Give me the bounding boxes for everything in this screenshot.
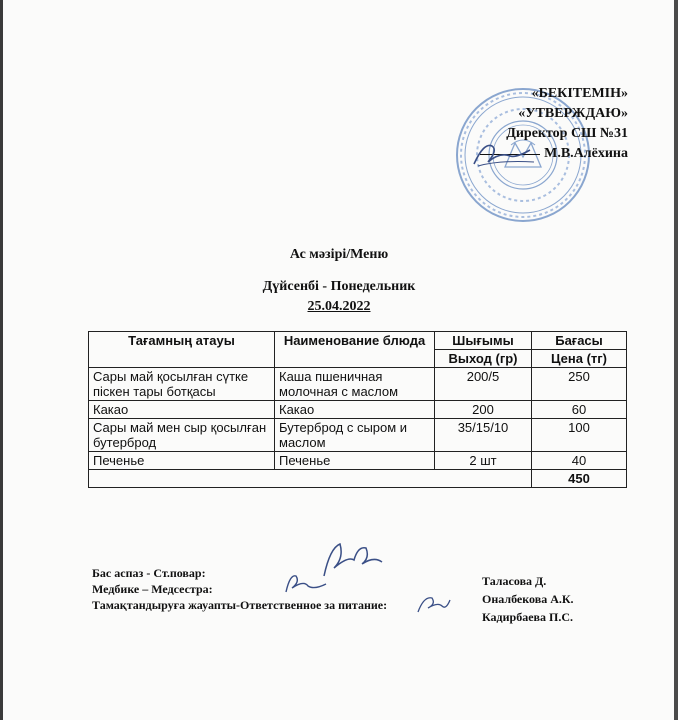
menu-date: 25.04.2022 (307, 299, 371, 314)
scan-edge-right (674, 0, 678, 720)
table-row (89, 419, 627, 452)
dish-name-kz: Сары май қосылған сүтке піскен тары ботқасы (89, 368, 275, 401)
total-price: 450 (532, 470, 627, 488)
cook-label: Бас аспаз - Ст.повар: (92, 566, 206, 580)
signature-names (482, 572, 574, 626)
cook-name: Таласова Д. (482, 574, 547, 588)
table-header-row (89, 332, 627, 350)
header-name-kz: Тағамның атауы (89, 332, 275, 368)
header-yield-kz: Шығымы (435, 332, 532, 350)
table-row (89, 452, 627, 470)
approval-signer: М.В.Алёхина (544, 146, 628, 161)
dish-name-ru: Какао (275, 401, 435, 419)
responsible-label: Тамақтандыруға жауапты-Ответственное за питание: (92, 598, 388, 612)
dish-name-ru: Каша пшеничная молочная с маслом (275, 368, 435, 401)
scan-edge-left (0, 0, 3, 720)
menu-day: Дүйсенбі - Понедельник (262, 279, 416, 294)
menu-title: Ас мәзірі/Меню (289, 247, 389, 262)
header-name-ru: Наименование блюда (275, 332, 435, 368)
responsible-signature (414, 592, 454, 618)
dish-name-kz: Какао (89, 401, 275, 419)
dish-name-kz: Печенье (89, 452, 275, 470)
director-signature (470, 136, 540, 172)
approval-line-kz: «БЕКІТЕМІН» (531, 86, 628, 101)
responsible-name: Кадирбаева П.С. (482, 610, 574, 624)
nurse-signature (282, 568, 332, 598)
dish-name-kz: Сары май мен сыр қосылған бутерброд (89, 419, 275, 452)
dish-name-ru: Печенье (275, 452, 435, 470)
nurse-label: Медбике – Медсестра: (92, 582, 213, 596)
table-row (89, 401, 627, 419)
dish-yield: 200 (435, 401, 532, 419)
dish-price: 40 (532, 452, 627, 470)
approval-position: Директор СШ №31 (506, 126, 628, 141)
dish-yield: 35/15/10 (435, 419, 532, 452)
total-spacer (89, 470, 532, 488)
header-price-kz: Бағасы (532, 332, 627, 350)
approval-line-ru: «УТВЕРЖДАЮ» (518, 106, 628, 121)
header-price-ru: Цена (тг) (532, 350, 627, 368)
dish-price: 250 (532, 368, 627, 401)
menu-table (88, 331, 627, 488)
nurse-name: Оналбекова А.К. (482, 592, 574, 606)
dish-yield: 200/5 (435, 368, 532, 401)
dish-name-ru: Бутерброд с сыром и маслом (275, 419, 435, 452)
dish-price: 60 (532, 401, 627, 419)
table-row (89, 368, 627, 401)
dish-price: 100 (532, 419, 627, 452)
header-yield-ru: Выход (гр) (435, 350, 532, 368)
total-row (89, 470, 627, 488)
dish-yield: 2 шт (435, 452, 532, 470)
